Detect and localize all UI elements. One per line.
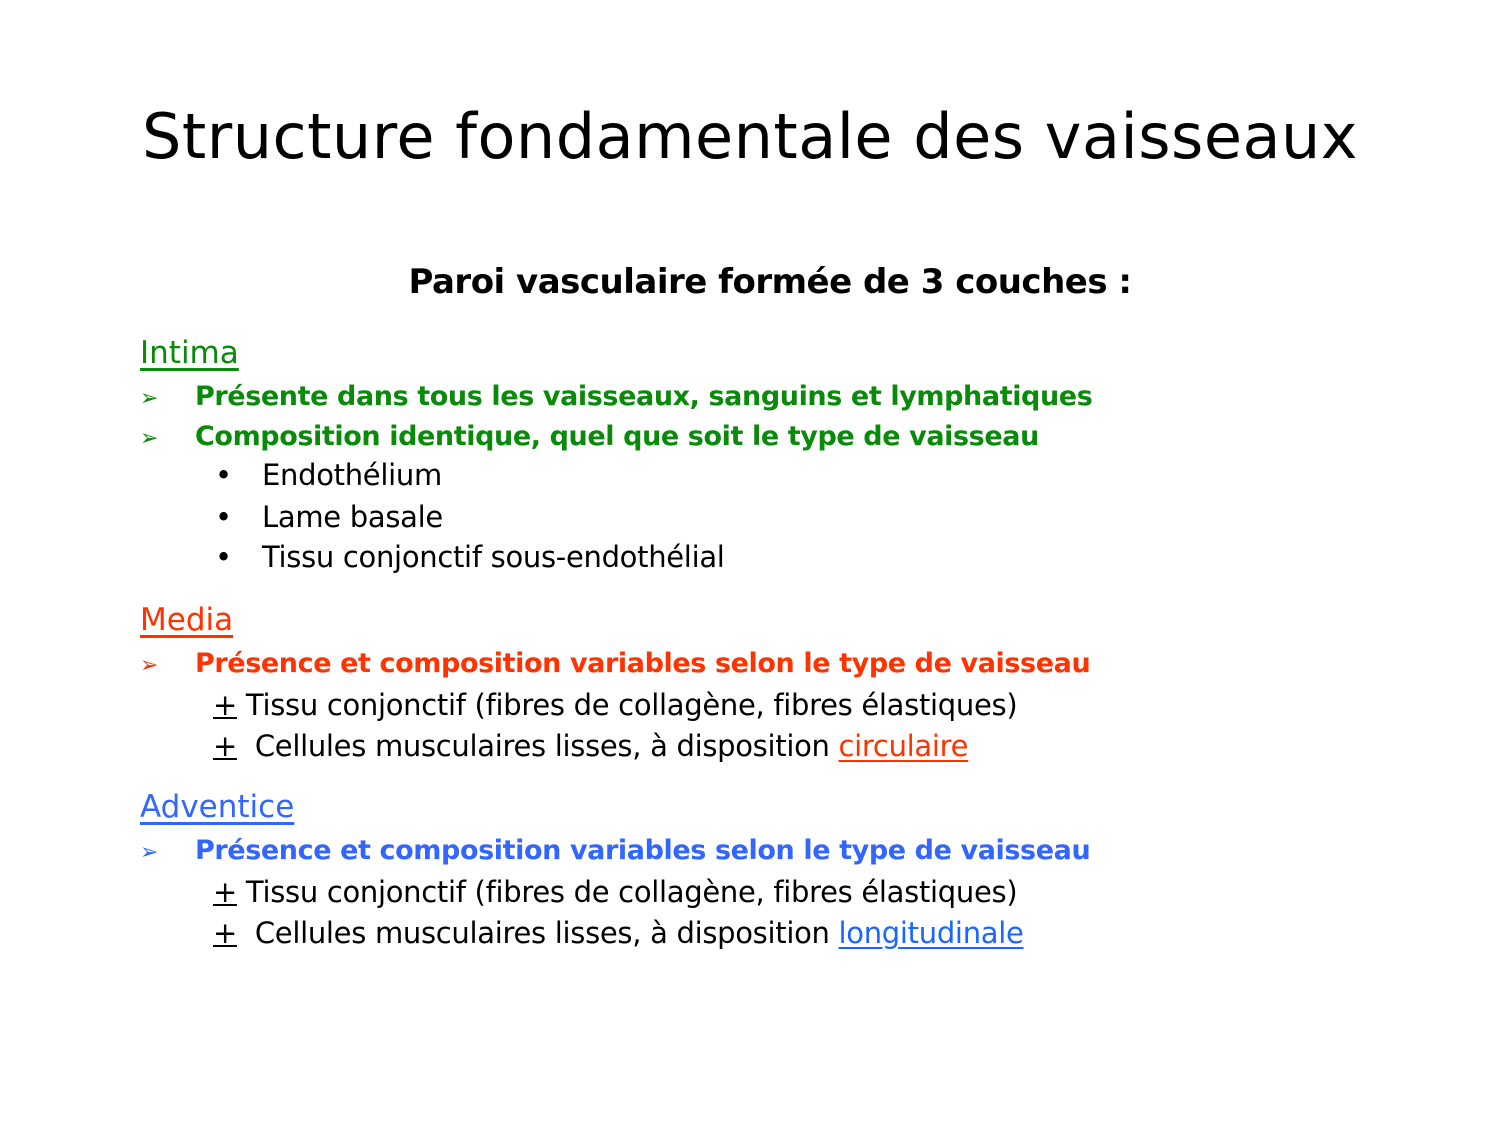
slide-title: Structure fondamentale des vaisseaux <box>142 100 1358 173</box>
arrow-bullet-icon: ➢ <box>140 426 159 451</box>
media-point: ➢ Présence et composition variables selon le type de vaisseau <box>140 648 1091 679</box>
plus-minus-icon: + <box>213 916 237 950</box>
adventice-item: + Tissu conjonctif (fibres de collagène, fibres élastiques) <box>213 875 1018 909</box>
adventice-item: + Cellules musculaires lisses, à disposition longitudinale <box>213 916 1024 950</box>
section-heading-media: Media <box>140 602 234 638</box>
arrow-bullet-icon: ➢ <box>140 653 159 678</box>
slide-subtitle: Paroi vasculaire formée de 3 couches : <box>408 262 1132 302</box>
intima-point: ➢ Composition identique, quel que soit le type de vaisseau <box>140 421 1039 452</box>
plus-minus-icon: + <box>213 729 237 763</box>
intima-point: ➢ Présente dans tous les vaisseaux, sanguins et lymphatiques <box>140 381 1093 412</box>
media-item: + Cellules musculaires lisses, à disposition circulaire <box>213 729 969 763</box>
bullet-dot-icon: • <box>215 500 232 534</box>
emphasis-longitudinale: longitudinale <box>838 916 1024 950</box>
media-item: + Tissu conjonctif (fibres de collagène, fibres élastiques) <box>213 688 1018 722</box>
adventice-point: ➢ Présence et composition variables selon le type de vaisseau <box>140 835 1091 866</box>
arrow-bullet-icon: ➢ <box>140 386 159 411</box>
section-heading-intima: Intima <box>140 335 239 371</box>
bullet-dot-icon: • <box>215 540 232 574</box>
bullet-dot-icon: • <box>215 458 232 492</box>
intima-bullet: • Tissu conjonctif sous-endothélial <box>215 540 725 574</box>
intima-bullet: • Endothélium <box>215 458 442 492</box>
section-heading-adventice: Adventice <box>140 789 295 825</box>
intima-bullet: • Lame basale <box>215 500 443 534</box>
plus-minus-icon: + <box>213 688 237 722</box>
arrow-bullet-icon: ➢ <box>140 840 159 865</box>
plus-minus-icon: + <box>213 875 237 909</box>
emphasis-circulaire: circulaire <box>838 729 969 763</box>
